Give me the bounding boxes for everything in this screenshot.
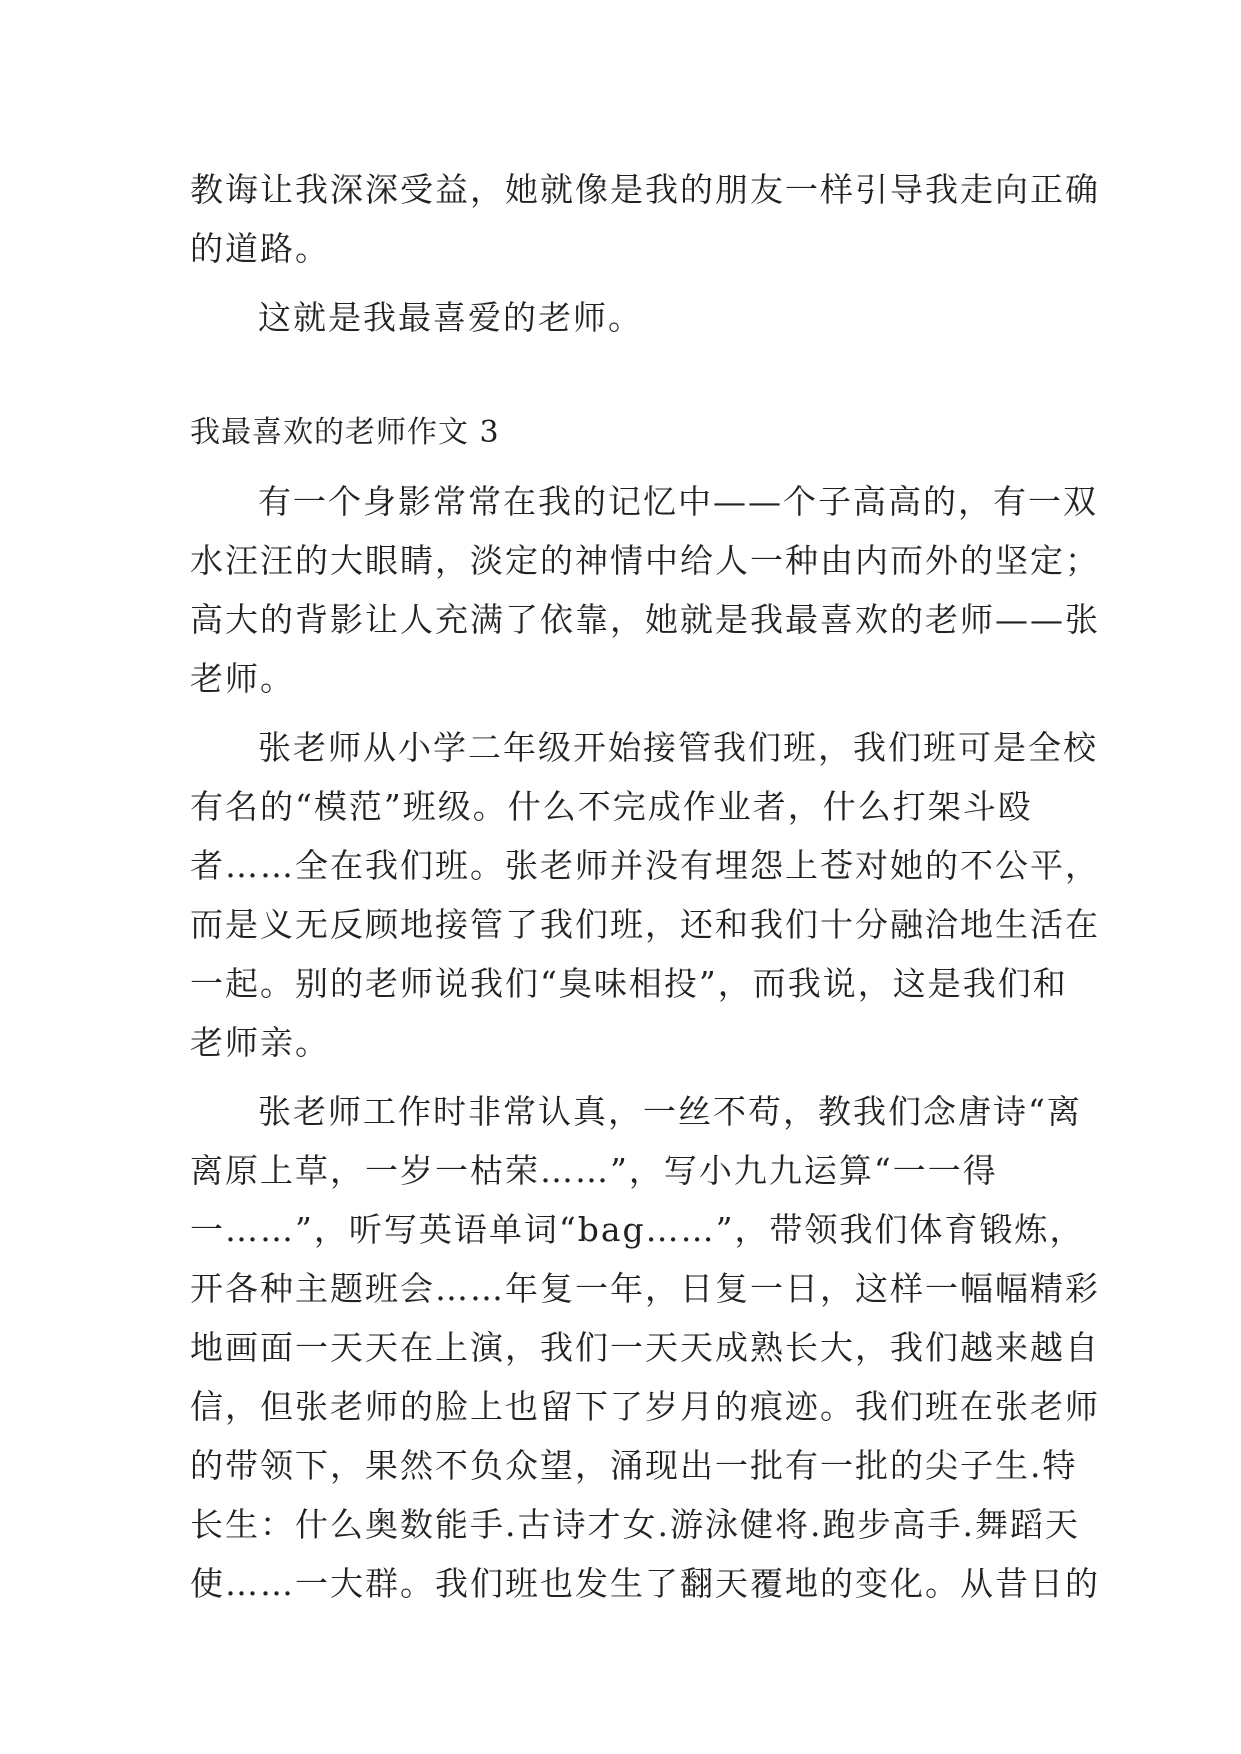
- spacer: [190, 1072, 1060, 1082]
- text-line: 张老师从小学二年级开始接管我们班，我们班可是全校: [258, 728, 1098, 767]
- text-line: 教诲让我深深受益，她就像是我的朋友一样引导我走向正确: [190, 170, 1100, 209]
- text-line: 老师亲。: [190, 1023, 330, 1062]
- text-line: 的道路。: [190, 229, 330, 268]
- spacer: [190, 708, 1060, 718]
- text-line: 开各种主题班会……年复一年，日复一日，这样一幅幅精彩: [190, 1269, 1100, 1308]
- document-body: [190, 160, 1100, 1613]
- text-line: 而是义无反顾地接管了我们班，还和我们十分融洽地生活在: [190, 905, 1100, 944]
- text-line: 有名的“模范”班级。什么不完成作业者，什么打架斗殴: [190, 787, 1033, 826]
- section-title: 我最喜欢的老师作文 3: [190, 415, 500, 450]
- text-line: 老师。: [190, 659, 295, 698]
- text-line: 长生：什么奥数能手.古诗才女.游泳健将.跑步高手.舞蹈天: [190, 1505, 1080, 1544]
- text-line: 有一个身影常常在我的记忆中——个子高高的，有一双: [258, 482, 1098, 521]
- text-line: 的带领下，果然不负众望，涌现出一批有一批的尖子生.特: [190, 1446, 1078, 1485]
- text-line: 者……全在我们班。张老师并没有埋怨上苍对她的不公平，: [190, 846, 1100, 885]
- paragraph-3: [190, 1082, 1100, 1613]
- paragraph-2: [190, 718, 1100, 1072]
- text-line: 水汪汪的大眼睛，淡定的神情中给人一种由内而外的坚定；: [190, 541, 1100, 580]
- text-line: 地画面一天天在上演，我们一天天成熟长大，我们越来越自: [190, 1328, 1100, 1367]
- text-line: 高大的背影让人充满了依靠，她就是我最喜欢的老师——张: [190, 600, 1100, 639]
- text-line: 离原上草，一岁一枯荣……”，写小九九运算“一一得: [190, 1151, 998, 1190]
- paragraph-1: [190, 472, 1100, 708]
- paragraph-continuation: [190, 160, 1100, 278]
- text-line: 信，但张老师的脸上也留下了岁月的痕迹。我们班在张老师: [190, 1387, 1100, 1426]
- text-line: 一起。别的老师说我们“臭味相投”，而我说，这是我们和: [190, 964, 1068, 1003]
- text-line: 使……一大群。我们班也发生了翻天覆地的变化。从昔日的: [190, 1564, 1100, 1603]
- spacer: [190, 462, 1060, 472]
- text-line: 张老师工作时非常认真，一丝不苟，教我们念唐诗“离: [258, 1092, 1082, 1131]
- closing-line: 这就是我最喜爱的老师。: [258, 298, 643, 337]
- text-line: 一……”，听写英语单词“bag……”，带领我们体育锻炼，: [190, 1210, 1085, 1249]
- spacer: [190, 278, 1060, 288]
- spacer: [190, 347, 1060, 403]
